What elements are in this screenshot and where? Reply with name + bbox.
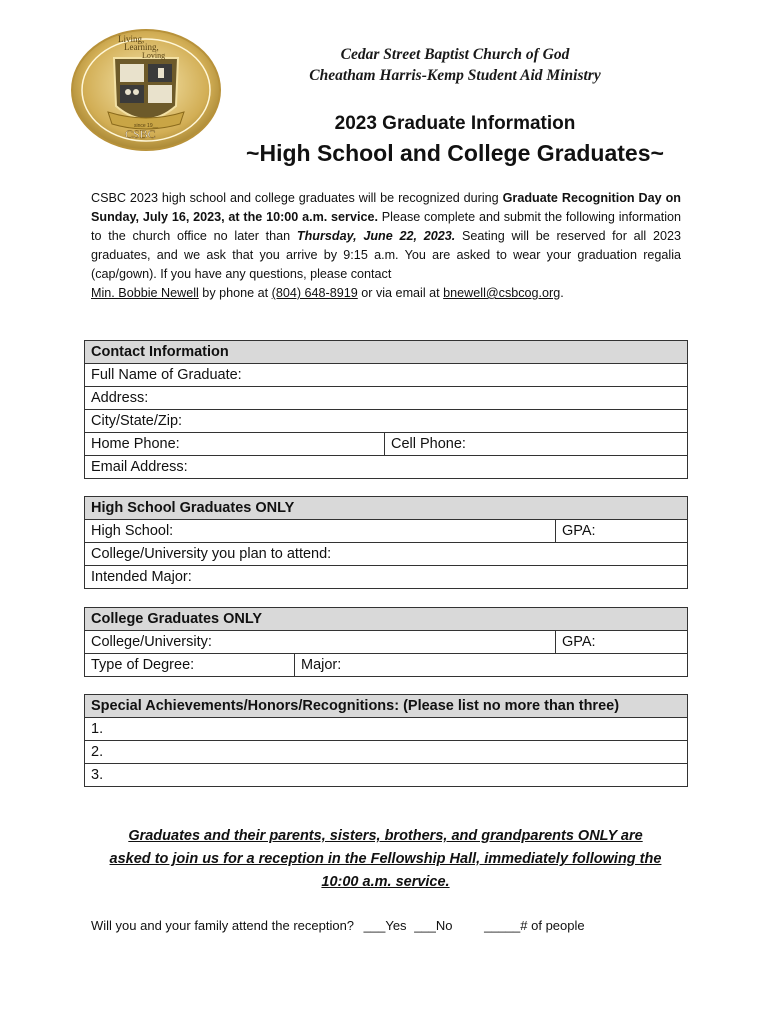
reception-line-2: asked to join us for a reception in the Fellowship Hall, immediately following the — [109, 851, 662, 867]
achievements-header: Special Achievements/Honors/Recognitions: (Please list no more than three) — [85, 695, 688, 718]
email-address-field[interactable]: Email Address: — [85, 456, 688, 479]
contact-email-link[interactable]: bnewell@csbcog.org — [443, 286, 561, 300]
intro-text-4: by phone at — [198, 286, 272, 300]
logo-motto-1: Living, — [118, 34, 145, 44]
home-phone-field[interactable]: Home Phone: — [85, 433, 385, 456]
intro-paragraph — [91, 189, 681, 303]
achievement-item-2[interactable]: 2. — [85, 741, 688, 764]
contact-info-table — [84, 340, 688, 479]
high-school-table — [84, 496, 688, 589]
reception-line-1: Graduates and their parents, sisters, brothers, and grandparents ONLY are — [128, 828, 643, 844]
reception-question — [91, 918, 691, 933]
org-line-2: Cheatham Harris-Kemp Student Aid Ministry — [309, 67, 601, 84]
intro-text-2: Please complete and submit the following information to the church office no later than — [91, 210, 682, 243]
org-line-1: Cedar Street Baptist Church of God — [340, 46, 570, 63]
page-subtitle: ~High School and College Graduates~ — [246, 140, 664, 166]
logo-abbrev: CSBC — [125, 127, 156, 141]
intro-text-5: or via email at — [357, 286, 444, 300]
org-name — [250, 44, 660, 86]
logo-motto-3: Loving — [142, 51, 166, 60]
logo-year: since 19__ — [134, 123, 159, 129]
no-option[interactable]: ___No — [414, 918, 453, 933]
contact-header: Contact Information — [85, 341, 688, 364]
achievement-item-1[interactable]: 1. — [85, 718, 688, 741]
intended-major-field[interactable]: Intended Major: — [85, 566, 688, 589]
intro-text-1: CSBC 2023 high school and college graduates will be recognized during — [91, 191, 503, 205]
college-header: College Graduates ONLY — [85, 608, 688, 631]
cell-phone-field[interactable]: Cell Phone: — [385, 433, 688, 456]
intro-text-6: . — [560, 286, 564, 300]
page-title: 2023 Graduate Information — [334, 113, 576, 134]
church-logo — [70, 28, 222, 156]
intro-bold-date: Graduate Recognition Day on Sunday, July 16, 2023, at the 10:00 a.m. service. — [91, 191, 681, 224]
college-plan-field[interactable]: College/University you plan to attend: — [85, 543, 688, 566]
reception-line-3: 10:00 a.m. service. — [321, 874, 450, 890]
contact-name-link[interactable]: Min. Bobbie Newell — [91, 286, 199, 300]
degree-type-field[interactable]: Type of Degree: — [85, 654, 295, 677]
contact-phone-link[interactable]: (804) 648-8919 — [271, 286, 358, 300]
city-state-zip-field[interactable]: City/State/Zip: — [85, 410, 688, 433]
full-name-field[interactable]: Full Name of Graduate: — [85, 364, 688, 387]
logo-motto-2: Learning, — [124, 42, 159, 52]
achievement-item-3[interactable]: 3. — [85, 764, 688, 787]
high-school-gpa-field[interactable]: GPA: — [556, 520, 688, 543]
reception-notice — [84, 825, 687, 894]
high-school-field[interactable]: High School: — [85, 520, 556, 543]
address-field[interactable]: Address: — [85, 387, 688, 410]
reception-question-text: Will you and your family attend the reception? — [91, 918, 355, 933]
college-gpa-field[interactable]: GPA: — [556, 631, 688, 654]
church-crest-icon — [70, 28, 222, 156]
yes-option[interactable]: ___Yes — [363, 918, 407, 933]
college-major-field[interactable]: Major: — [295, 654, 688, 677]
high-school-header: High School Graduates ONLY — [85, 497, 688, 520]
people-count-field[interactable]: _____# of people — [484, 918, 585, 933]
college-university-field[interactable]: College/University: — [85, 631, 556, 654]
intro-text-3: Seating will be reserved for all 2023 graduates, and we ask that you arrive by 9:15 a.m. You are asked to wear your graduation regalia (cap/gown). If you have any questions, please contact — [91, 229, 681, 281]
college-table — [84, 607, 688, 677]
achievements-table — [84, 694, 688, 787]
intro-bold-deadline: Thursday, June 22, 2023. — [296, 229, 456, 243]
